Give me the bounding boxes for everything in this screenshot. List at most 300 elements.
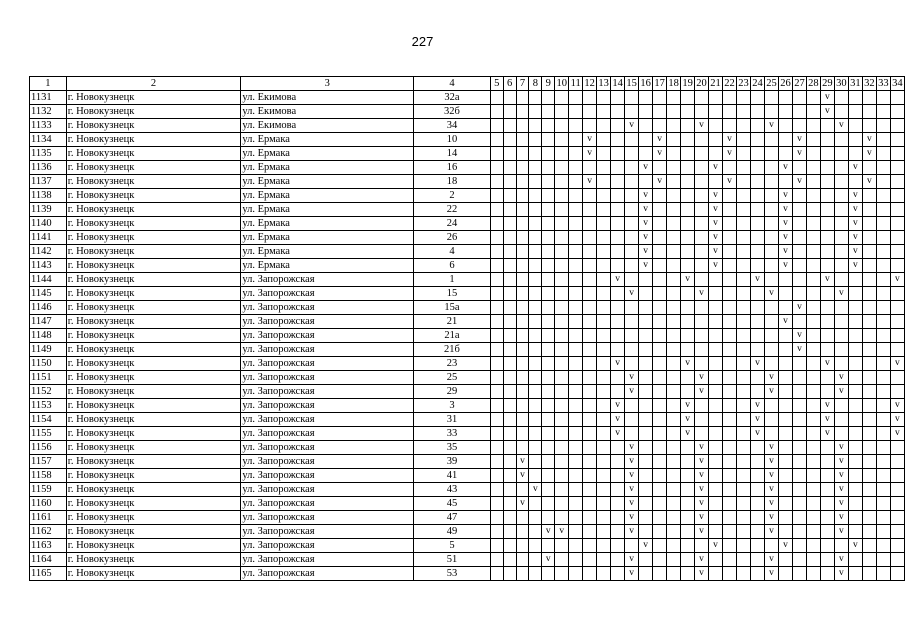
mark-cell [806, 329, 820, 343]
mark-cell [625, 147, 639, 161]
mark-cell [709, 133, 723, 147]
table-row [30, 329, 905, 343]
mark-cell [653, 483, 667, 497]
mark-cell [569, 259, 583, 273]
mark-cell [611, 161, 625, 175]
mark-cell [695, 329, 709, 343]
mark-cell [529, 427, 542, 441]
mark-cell [611, 343, 625, 357]
mark-cell [490, 119, 503, 133]
mark-cell [862, 413, 876, 427]
mark-cell [542, 399, 555, 413]
mark-cell [792, 553, 806, 567]
mark-cell [667, 497, 681, 511]
mark-cell [490, 203, 503, 217]
check-mark: v [681, 399, 695, 413]
mark-cell [848, 483, 862, 497]
mark-cell [529, 133, 542, 147]
mark-cell [764, 105, 778, 119]
city-cell: г. Новокузнецк [66, 203, 241, 217]
check-mark: v [709, 231, 723, 245]
mark-cell [681, 567, 695, 581]
mark-cell [723, 189, 737, 203]
check-mark: v [695, 483, 709, 497]
street-cell: ул. Ермака [241, 217, 414, 231]
mark-cell [667, 301, 681, 315]
mark-cell [503, 105, 516, 119]
mark-cell [597, 399, 611, 413]
check-mark: v [792, 343, 806, 357]
mark-cell [792, 455, 806, 469]
table-row [30, 301, 905, 315]
street-cell: ул. Запорожская [241, 567, 414, 581]
mark-cell [611, 469, 625, 483]
check-mark: v [639, 539, 653, 553]
mark-cell [681, 147, 695, 161]
mark-cell [806, 105, 820, 119]
table-row [30, 525, 905, 539]
mark-cell [737, 147, 751, 161]
city-cell: г. Новокузнецк [66, 497, 241, 511]
mark-cell [667, 343, 681, 357]
mark-cell [862, 357, 876, 371]
mark-cell [723, 231, 737, 245]
mark-cell [583, 399, 597, 413]
mark-cell [876, 189, 890, 203]
mark-cell [681, 119, 695, 133]
column-header-16: 16 [640, 78, 651, 89]
mark-cell [820, 525, 834, 539]
mark-cell [542, 483, 555, 497]
mark-cell [555, 161, 569, 175]
mark-cell [625, 133, 639, 147]
mark-cell [542, 497, 555, 511]
street-cell: ул. Запорожская [241, 399, 414, 413]
table-row [30, 343, 905, 357]
check-mark: v [542, 525, 555, 539]
mark-cell [737, 315, 751, 329]
house-number-cell: 2 [414, 189, 491, 203]
mark-cell [737, 385, 751, 399]
check-mark: v [709, 259, 723, 273]
mark-cell [792, 273, 806, 287]
street-cell: ул. Ермака [241, 147, 414, 161]
street-cell: ул. Запорожская [241, 511, 414, 525]
mark-cell [667, 427, 681, 441]
mark-cell [695, 357, 709, 371]
mark-cell [876, 539, 890, 553]
mark-cell [848, 497, 862, 511]
mark-cell [516, 161, 529, 175]
mark-cell [555, 399, 569, 413]
mark-cell [792, 91, 806, 105]
mark-cell [792, 315, 806, 329]
mark-cell [737, 511, 751, 525]
check-mark: v [695, 385, 709, 399]
street-cell: ул. Запорожская [241, 385, 414, 399]
mark-cell [625, 427, 639, 441]
mark-cell [737, 525, 751, 539]
check-mark: v [681, 413, 695, 427]
mark-cell [848, 105, 862, 119]
mark-cell [503, 175, 516, 189]
table-row [30, 539, 905, 553]
mark-cell [653, 497, 667, 511]
column-header-25: 25 [766, 78, 777, 89]
check-mark: v [792, 133, 806, 147]
mark-cell [876, 133, 890, 147]
mark-cell [639, 357, 653, 371]
mark-cell [709, 273, 723, 287]
mark-cell [555, 483, 569, 497]
street-cell: ул. Запорожская [241, 315, 414, 329]
column-header-26: 26 [780, 78, 791, 89]
mark-cell [569, 301, 583, 315]
mark-cell [490, 399, 503, 413]
mark-cell [597, 427, 611, 441]
table-row [30, 189, 905, 203]
mark-cell [667, 231, 681, 245]
mark-cell [764, 133, 778, 147]
check-mark: v [764, 469, 778, 483]
mark-cell [490, 217, 503, 231]
mark-cell [681, 245, 695, 259]
house-number-cell: 5 [414, 539, 491, 553]
mark-cell [848, 147, 862, 161]
mark-cell [503, 427, 516, 441]
mark-cell [653, 469, 667, 483]
mark-cell [667, 385, 681, 399]
column-header-7: 7 [516, 77, 529, 91]
mark-cell [597, 231, 611, 245]
check-mark: v [625, 455, 639, 469]
mark-cell [490, 553, 503, 567]
mark-cell [583, 231, 597, 245]
check-mark: v [625, 511, 639, 525]
mark-cell [503, 441, 516, 455]
mark-cell [583, 119, 597, 133]
mark-cell [890, 287, 904, 301]
mark-cell [555, 567, 569, 581]
mark-cell [778, 413, 792, 427]
mark-cell [516, 301, 529, 315]
mark-cell [681, 553, 695, 567]
city-cell: г. Новокузнецк [66, 525, 241, 539]
mark-cell [848, 343, 862, 357]
mark-cell [555, 301, 569, 315]
mark-cell [639, 553, 653, 567]
street-cell: ул. Запорожская [241, 287, 414, 301]
house-number-cell: 3 [414, 399, 491, 413]
mark-cell [583, 287, 597, 301]
column-header-2: 2 [66, 77, 241, 91]
mark-cell [529, 273, 542, 287]
mark-cell [876, 329, 890, 343]
mark-cell [611, 91, 625, 105]
mark-cell [529, 329, 542, 343]
mark-cell [737, 469, 751, 483]
mark-cell [555, 273, 569, 287]
mark-cell [695, 147, 709, 161]
city-cell: г. Новокузнецк [66, 273, 241, 287]
row-number: 1155 [30, 427, 67, 441]
mark-cell [834, 105, 848, 119]
mark-cell [625, 315, 639, 329]
mark-cell [890, 161, 904, 175]
mark-cell [597, 301, 611, 315]
check-mark: v [639, 217, 653, 231]
check-mark: v [639, 245, 653, 259]
mark-cell [862, 189, 876, 203]
mark-cell [890, 315, 904, 329]
mark-cell [681, 371, 695, 385]
mark-cell [709, 511, 723, 525]
city-cell: г. Новокузнецк [66, 175, 241, 189]
house-number-cell: 26 [414, 231, 491, 245]
mark-cell [723, 105, 737, 119]
mark-cell [681, 287, 695, 301]
column-header-27: 27 [794, 78, 805, 89]
mark-cell [681, 231, 695, 245]
mark-cell [516, 413, 529, 427]
check-mark: v [583, 175, 597, 189]
mark-cell [625, 301, 639, 315]
mark-cell [751, 441, 765, 455]
city-cell: г. Новокузнецк [66, 119, 241, 133]
mark-cell [723, 385, 737, 399]
mark-cell [848, 329, 862, 343]
mark-cell [569, 245, 583, 259]
mark-cell [862, 469, 876, 483]
mark-cell [764, 343, 778, 357]
mark-cell [820, 329, 834, 343]
mark-cell [876, 259, 890, 273]
check-mark: v [695, 469, 709, 483]
mark-cell [834, 189, 848, 203]
mark-cell [723, 357, 737, 371]
mark-cell [862, 245, 876, 259]
check-mark: v [764, 371, 778, 385]
mark-cell [681, 539, 695, 553]
mark-cell [862, 301, 876, 315]
mark-cell [737, 441, 751, 455]
mark-cell [751, 371, 765, 385]
mark-cell [639, 525, 653, 539]
mark-cell [503, 119, 516, 133]
mark-cell [751, 469, 765, 483]
mark-cell [625, 413, 639, 427]
mark-cell [516, 91, 529, 105]
mark-cell [569, 343, 583, 357]
mark-cell [778, 441, 792, 455]
mark-cell [611, 301, 625, 315]
mark-cell [834, 245, 848, 259]
mark-cell [569, 105, 583, 119]
house-number-cell: 1 [414, 273, 491, 287]
house-number-cell: 21 [414, 315, 491, 329]
check-mark: v [751, 399, 765, 413]
mark-cell [890, 119, 904, 133]
mark-cell [597, 469, 611, 483]
mark-cell [611, 497, 625, 511]
table-row [30, 231, 905, 245]
mark-cell [625, 245, 639, 259]
mark-cell [820, 567, 834, 581]
mark-cell [695, 413, 709, 427]
mark-cell [890, 245, 904, 259]
mark-cell [723, 567, 737, 581]
mark-cell [555, 105, 569, 119]
mark-cell [503, 539, 516, 553]
mark-cell [820, 133, 834, 147]
street-cell: ул. Запорожская [241, 273, 414, 287]
mark-cell [555, 385, 569, 399]
mark-cell [848, 315, 862, 329]
check-mark: v [848, 217, 862, 231]
mark-cell [569, 567, 583, 581]
mark-cell [862, 567, 876, 581]
mark-cell [834, 427, 848, 441]
mark-cell [667, 259, 681, 273]
check-mark: v [764, 385, 778, 399]
mark-cell [597, 497, 611, 511]
mark-cell [876, 105, 890, 119]
mark-cell [569, 231, 583, 245]
mark-cell [876, 525, 890, 539]
mark-cell [516, 329, 529, 343]
mark-cell [681, 301, 695, 315]
mark-cell [751, 511, 765, 525]
mark-cell [611, 189, 625, 203]
mark-cell [848, 357, 862, 371]
house-number-cell: 25 [414, 371, 491, 385]
check-mark: v [792, 147, 806, 161]
mark-cell [503, 483, 516, 497]
mark-cell [653, 217, 667, 231]
house-number-cell: 21б [414, 343, 491, 357]
check-mark: v [792, 175, 806, 189]
mark-cell [503, 455, 516, 469]
check-mark: v [764, 483, 778, 497]
table-row [30, 245, 905, 259]
mark-cell [709, 385, 723, 399]
check-mark: v [751, 427, 765, 441]
mark-cell [876, 301, 890, 315]
mark-cell [625, 189, 639, 203]
check-mark: v [764, 525, 778, 539]
mark-cell [737, 455, 751, 469]
mark-cell [625, 329, 639, 343]
mark-cell [848, 511, 862, 525]
mark-cell [876, 483, 890, 497]
mark-cell [555, 539, 569, 553]
mark-cell [848, 427, 862, 441]
mark-cell [490, 175, 503, 189]
mark-cell [737, 259, 751, 273]
mark-cell [834, 329, 848, 343]
street-cell: ул. Запорожская [241, 413, 414, 427]
mark-cell [611, 147, 625, 161]
mark-cell [709, 567, 723, 581]
mark-cell [681, 329, 695, 343]
mark-cell [611, 287, 625, 301]
mark-cell [569, 161, 583, 175]
table-row [30, 119, 905, 133]
mark-cell [653, 105, 667, 119]
mark-cell [569, 413, 583, 427]
mark-cell [778, 511, 792, 525]
mark-cell [555, 91, 569, 105]
mark-cell [709, 427, 723, 441]
mark-cell [516, 441, 529, 455]
mark-cell [876, 217, 890, 231]
mark-cell [597, 119, 611, 133]
mark-cell [516, 539, 529, 553]
mark-cell [667, 525, 681, 539]
mark-cell [583, 413, 597, 427]
mark-cell [876, 273, 890, 287]
mark-cell [653, 455, 667, 469]
mark-cell [583, 343, 597, 357]
mark-cell [516, 315, 529, 329]
mark-cell [723, 525, 737, 539]
check-mark: v [639, 231, 653, 245]
mark-cell [583, 273, 597, 287]
mark-cell [542, 413, 555, 427]
mark-cell [503, 553, 516, 567]
table-header-row [30, 77, 905, 91]
mark-cell [862, 441, 876, 455]
row-number: 1146 [30, 301, 67, 315]
row-number: 1161 [30, 511, 67, 525]
mark-cell [792, 539, 806, 553]
mark-cell [555, 315, 569, 329]
row-number: 1142 [30, 245, 67, 259]
mark-cell [542, 105, 555, 119]
mark-cell [681, 105, 695, 119]
row-number: 1141 [30, 231, 67, 245]
check-mark: v [723, 175, 737, 189]
check-mark: v [834, 483, 848, 497]
mark-cell [709, 483, 723, 497]
mark-cell [542, 539, 555, 553]
city-cell: г. Новокузнецк [66, 329, 241, 343]
mark-cell [778, 301, 792, 315]
check-mark: v [695, 511, 709, 525]
mark-cell [890, 539, 904, 553]
mark-cell [583, 91, 597, 105]
mark-cell [792, 231, 806, 245]
mark-cell [503, 231, 516, 245]
mark-cell [681, 91, 695, 105]
mark-cell [639, 105, 653, 119]
mark-cell [723, 329, 737, 343]
mark-cell [709, 455, 723, 469]
mark-cell [876, 385, 890, 399]
table-row [30, 441, 905, 455]
mark-cell [597, 357, 611, 371]
mark-cell [709, 343, 723, 357]
mark-cell [490, 469, 503, 483]
mark-cell [778, 483, 792, 497]
mark-cell [792, 217, 806, 231]
check-mark: v [695, 371, 709, 385]
check-mark: v [834, 441, 848, 455]
mark-cell [667, 147, 681, 161]
mark-cell [597, 175, 611, 189]
mark-cell [862, 455, 876, 469]
mark-cell [597, 287, 611, 301]
